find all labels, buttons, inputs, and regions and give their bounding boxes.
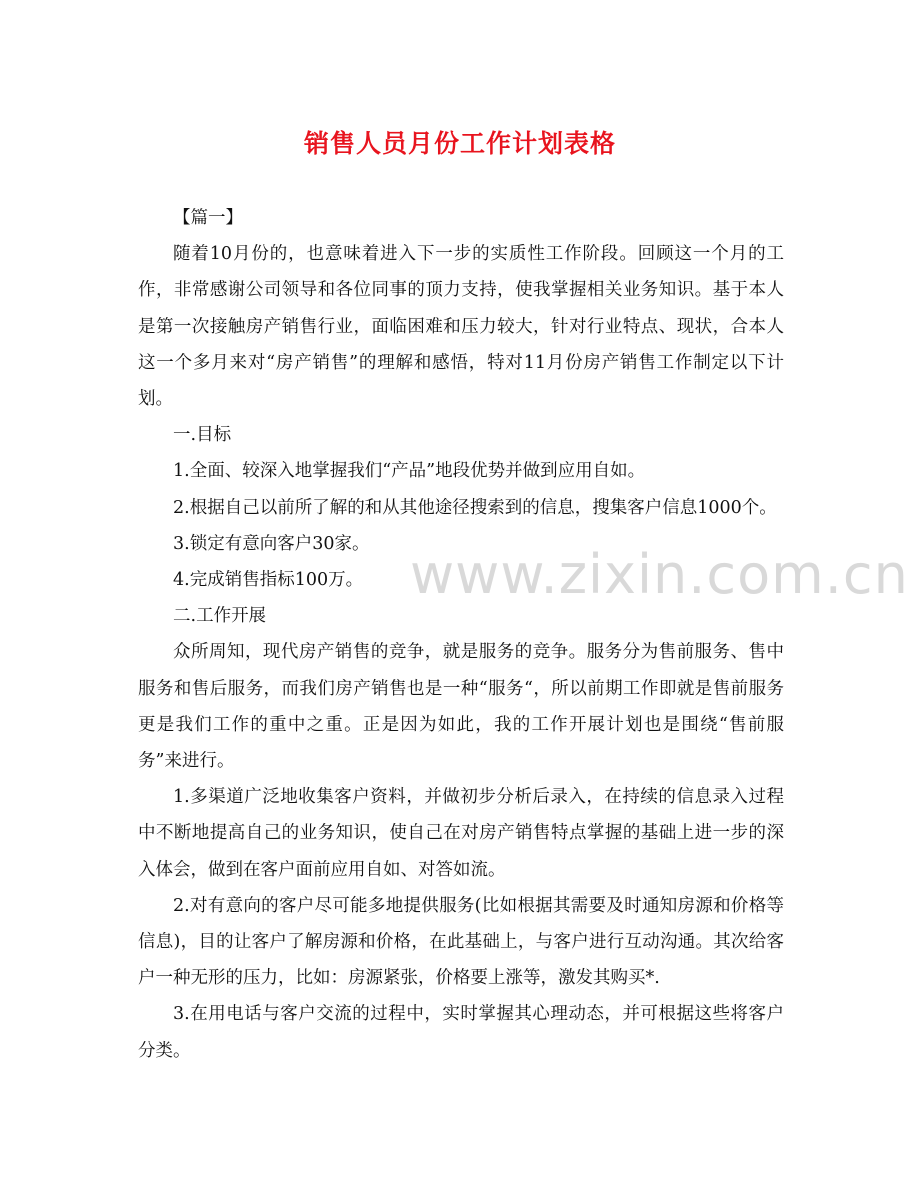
work-item-3: 3.在用电话与客户交流的过程中，实时掌握其心理动态，并可根据这些将客户分类。	[138, 1004, 784, 1061]
goal-item-4: 4.完成销售指标100万。	[173, 570, 364, 591]
intro-paragraph: 随着10月份的，也意味着进入下一步的实质性工作阶段。回顾这一个月的工作，非常感谢公司领导和各位同事的顶力支持，使我掌握相关业务知识。基于本人是第一次接触房产销售行业，面临困难和压力较大，针对行业特点、现状，合本人这一个多月来对“房产销售”的理解和感悟，特对11月份房产销售工作制定以下计划。	[138, 244, 784, 410]
document-body	[138, 200, 784, 1069]
section-heading-work: 二.工作开展	[173, 606, 267, 627]
watermark: www.zixin.com.cn	[410, 543, 909, 606]
section-heading-part-one: 【篇一】	[173, 208, 243, 228]
work-item-2: 2.对有意向的客户尽可能多地提供服务(比如根据其需要及时通知房源和价格等信息)，目的让客户了解房源和价格，在此基础上，与客户进行互动沟通。其次给客户一种无形的压力，比如：房源紧张，价格要上涨等，激发其购买*.	[138, 895, 784, 989]
document-title: 销售人员月份工作计划表格	[303, 129, 616, 158]
work-intro-paragraph: 众所周知，现代房产销售的竞争，就是服务的竞争。服务分为售前服务、售中服务和售后服务，而我们房产销售也是一种“服务“，所以前期工作即就是售前服务更是我们工作的重中之重。正是因为如此，我的工作开展计划也是围绕“售前服务”来进行。	[138, 642, 784, 772]
work-item-1: 1.多渠道广泛地收集客户资料，并做初步分析后录入，在持续的信息录入过程中不断地提高自己的业务知识，使自己在对房产销售特点掌握的基础上进一步的深入体会，做到在客户面前应用自如、对答如流。	[138, 787, 784, 880]
goal-item-1: 1.全面、较深入地掌握我们“产品”地段优势并做到应用自如。	[173, 461, 646, 482]
goal-item-3: 3.锁定有意向客户30家。	[173, 533, 370, 554]
goal-item-2: 2.根据自己以前所了解的和从其他途径搜索到的信息，搜集客户信息1000个。	[173, 497, 777, 518]
section-heading-goals: 一.目标	[173, 425, 232, 446]
